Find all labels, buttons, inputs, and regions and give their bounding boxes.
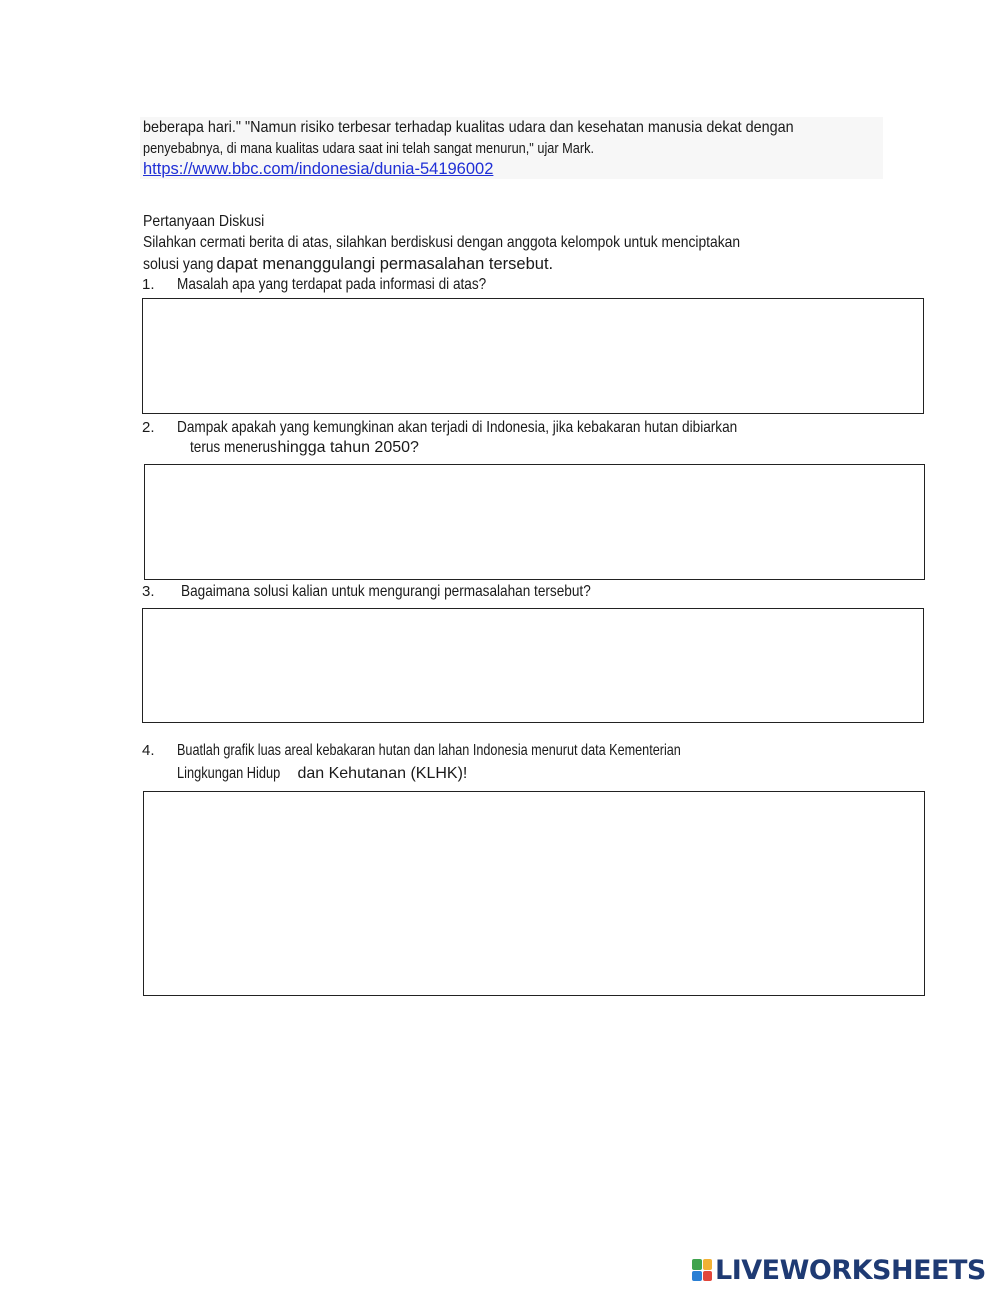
question-4-number: 4. bbox=[142, 742, 155, 759]
logo-square-green bbox=[692, 1259, 702, 1270]
question-2-line-2-part-b: hingga tahun 2050? bbox=[277, 439, 419, 456]
question-2-text-line-1: Dampak apakah yang kemungkinan akan terjadi di Indonesia, jika kebakaran hutan dibiarkan bbox=[177, 419, 738, 436]
question-3-text: Bagaimana solusi kalian untuk mengurangi permasalahan tersebut? bbox=[181, 583, 591, 600]
logo-text: LIVEWORKSHEETS bbox=[715, 1254, 986, 1286]
discussion-intro-line-1: Silahkan cermati berita di atas, silahkan berdiskusi dengan anggota kelompok untuk menciptakan bbox=[143, 234, 741, 251]
discussion-intro-line-2 bbox=[143, 255, 553, 274]
intro-line-2-part-b: dapat menanggulangi permasalahan tersebut. bbox=[216, 255, 554, 273]
question-2-text-line-2 bbox=[190, 439, 419, 457]
answer-box-3[interactable] bbox=[142, 608, 924, 723]
question-1-number: 1. bbox=[142, 276, 155, 293]
source-link[interactable]: https://www.bbc.com/indonesia/dunia-54196002 bbox=[143, 160, 494, 178]
question-2-number: 2. bbox=[142, 419, 155, 436]
question-1-text: Masalah apa yang terdapat pada informasi di atas? bbox=[177, 276, 487, 293]
logo-square-red bbox=[703, 1271, 713, 1282]
logo-square-blue bbox=[692, 1271, 702, 1282]
discussion-heading: Pertanyaan Diskusi bbox=[143, 213, 265, 230]
liveworksheets-logo-icon bbox=[692, 1259, 712, 1281]
answer-box-4[interactable] bbox=[143, 791, 925, 996]
quote-line-2: penyebabnya, di mana kualitas udara saat ini telah sangat menurun," ujar Mark. bbox=[143, 140, 595, 157]
question-4-line-2-part-a: Lingkungan Hidup bbox=[177, 765, 281, 782]
liveworksheets-logo[interactable] bbox=[692, 1255, 986, 1285]
quote-line-1: beberapa hari." "Namun risiko terbesar terhadap kualitas udara dan kesehatan manusia dekat dengan bbox=[143, 119, 794, 136]
intro-line-2-part-a: solusi yang bbox=[143, 256, 214, 273]
question-4-line-2-part-b: dan Kehutanan (KLHK)! bbox=[297, 765, 468, 782]
answer-box-1[interactable] bbox=[142, 298, 924, 414]
question-3-number: 3. bbox=[142, 583, 155, 600]
question-4-text-line-1: Buatlah grafik luas areal kebakaran hutan dan lahan Indonesia menurut data Kementerian bbox=[177, 742, 681, 759]
answer-box-2[interactable] bbox=[144, 464, 925, 580]
logo-square-yellow bbox=[703, 1259, 713, 1270]
question-2-line-2-part-a: terus menerus bbox=[190, 439, 277, 456]
question-4-text-line-2 bbox=[177, 765, 467, 783]
